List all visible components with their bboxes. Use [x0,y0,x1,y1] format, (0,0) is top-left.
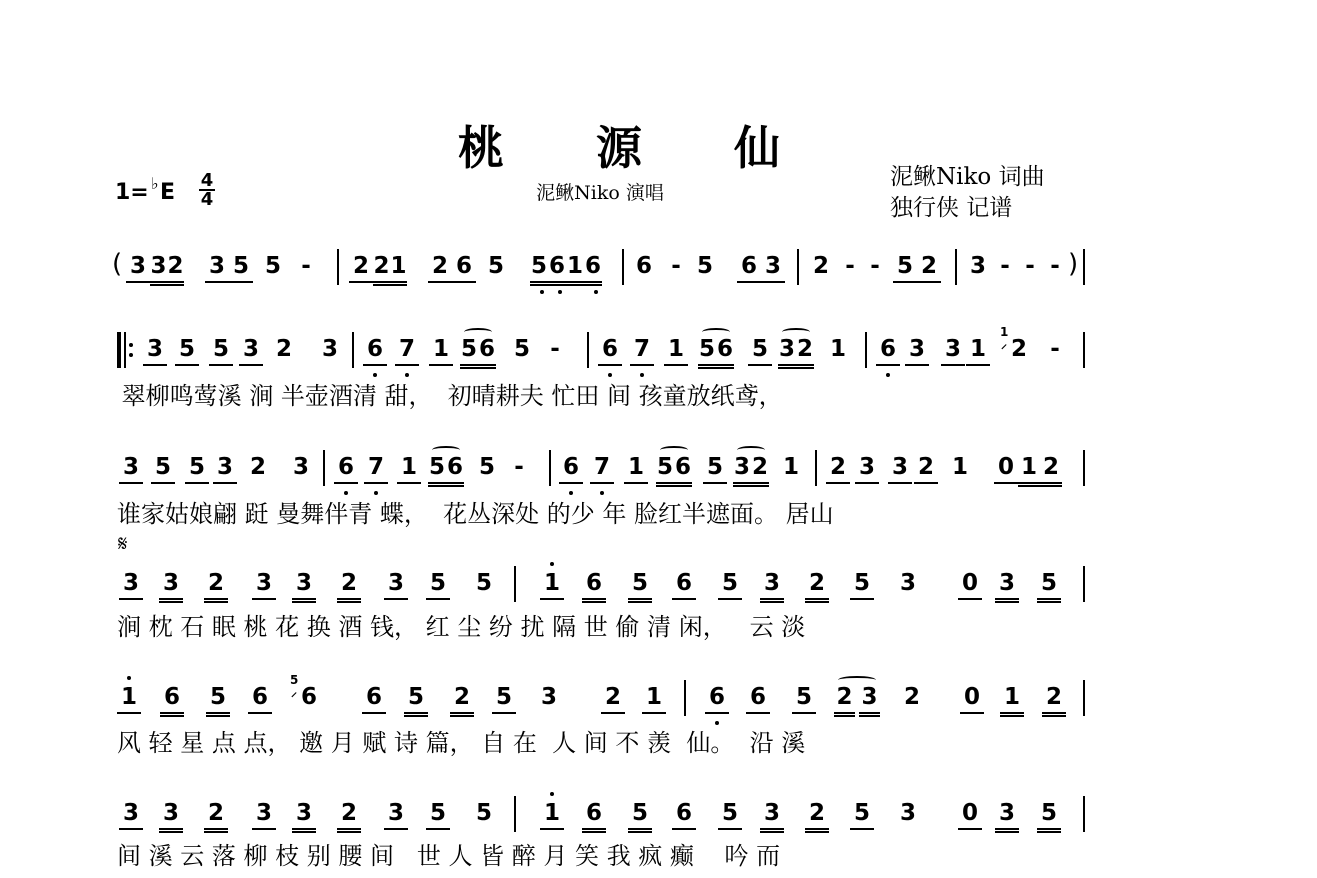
note: 2 [167,251,184,286]
barline [1083,566,1085,602]
note: - [514,454,524,480]
note: 5 [1037,798,1061,833]
note: 5 [206,682,230,717]
note: 6 [582,568,606,603]
note: 2 [204,568,228,603]
note: 2 [373,251,390,286]
note: - [870,253,880,279]
note: 5 [628,798,652,833]
note: 5 [718,568,742,600]
note: 6 [446,452,464,487]
note: 5 [151,452,175,484]
note: 2 [249,454,266,480]
slur [782,328,810,336]
note: 5 [850,798,874,830]
note: - [550,336,560,362]
note: 3 [126,251,150,283]
note: 3 [321,336,338,362]
note: - [845,253,855,279]
note: 5 [698,334,716,369]
close-paren: ) [1068,249,1079,279]
note: 6 [737,251,761,283]
note: 0 [958,568,982,600]
lyrics-line: 谁家姑娘翩 跹 曼舞伴青 蝶， 花丛深处 的少 年 脸红半遮面。 居山 [117,500,834,528]
barline [514,566,516,602]
note: 2 [812,253,829,279]
note: 2 [275,336,292,362]
note: 3 [540,684,557,710]
note: 3 [899,570,916,596]
note: 2 [1010,336,1027,362]
note: 5 [185,452,209,484]
note: 6 [334,452,358,484]
note: 6 [160,682,184,717]
note: 6 [363,334,387,366]
note: 6 [635,253,652,279]
slur [737,446,765,454]
lyrics-line: 风 轻 星 点 点， 邀 月 赋 诗 篇， 自 在 人 间 不 羡 仙。 沿 溪 [117,729,806,757]
note: 1 [397,452,421,484]
note: 3 [855,452,879,484]
barline [514,796,516,832]
note: - [671,253,681,279]
barline [1083,332,1085,368]
note: 6 [452,251,476,283]
flat-sign-icon: ♭ [151,174,159,193]
barline [587,332,589,368]
note: 2 [826,452,850,484]
note: 5 [229,251,253,283]
barline [1083,680,1085,716]
note: 3 [888,452,912,484]
barline [622,249,624,285]
note: 2 [903,684,920,710]
note: 3 [150,251,167,286]
lyrics-line: 翠柳鸣莺溪 涧 半壶酒清 甜， 初晴耕夫 忙田 间 孩童放纸鸢， [114,382,783,410]
slur [464,328,492,336]
note: 3 [761,251,785,283]
barline [684,680,686,716]
note: 5 [656,452,674,487]
note: 5 [628,568,652,603]
note: 5 [513,336,530,362]
note: - [301,253,311,279]
note: 6 [705,682,729,714]
note: 2 [805,798,829,833]
note: 5 [696,253,713,279]
note: 1 [664,334,688,366]
note: 6 [582,798,606,833]
barline [549,450,551,486]
barline [865,332,867,368]
note: 3 [760,568,784,603]
note: 1 [642,682,666,714]
note: 3 [119,798,143,830]
slur [432,446,460,454]
note: 3 [143,334,167,366]
barline [797,249,799,285]
note: 1 [540,568,564,600]
note: 5 [460,334,478,369]
note: 3 [899,800,916,826]
note: 7 [364,452,388,484]
barline [815,450,817,486]
note: 6 [672,568,696,600]
credits-block [890,162,1045,224]
note: 7 [395,334,419,366]
note: 7 [630,334,654,366]
note: 1 [390,251,407,286]
note: 5 [748,334,772,366]
note: 2 [914,452,938,484]
lyrics-line: 间 溪 云 落 柳 枝 别 腰 间 世 人 皆 醉 月 笑 我 疯 癫 吟 而 [117,842,781,870]
note: 6 [716,334,734,369]
note: 1 [117,682,141,714]
slur [702,328,730,336]
note: 5 [893,251,917,283]
barline [955,249,957,285]
note: 6 [584,251,602,286]
barline [1083,450,1085,486]
grace-slash-icon: ⸝ [291,685,298,699]
grace-slash-icon: ⸝ [1001,337,1008,351]
singer-credit: 泥鳅Niko 演唱 [536,182,664,204]
note: 3 [733,452,751,487]
note: 2 [337,798,361,833]
note: 3 [205,251,229,283]
note: 5 [426,798,450,830]
staff-row-prelude [0,251,1200,331]
time-top: 4 [200,170,214,191]
note: 3 [292,454,309,480]
note: 3 [252,568,276,600]
note: 3 [941,334,965,366]
note: 5 [428,452,446,487]
note: - [1025,253,1035,279]
note: 6 [300,684,317,710]
note: 3 [760,798,784,833]
slur [838,676,876,684]
note: 6 [876,334,900,366]
note: 5 [1037,568,1061,603]
note: 6 [559,452,583,484]
note: 7 [590,452,614,484]
note: 2 [204,798,228,833]
note: 6 [362,682,386,714]
transcriber-credit: 独行侠 记谱 [890,195,1013,221]
note: 2 [805,568,829,603]
note: 2 [834,682,855,717]
note: 1 [624,452,648,484]
note: 1 [429,334,453,366]
note: 3 [292,568,316,603]
note: 3 [995,798,1019,833]
slur [660,446,688,454]
note: 5 [426,568,450,600]
note: - [1050,253,1060,279]
note: 5 [718,798,742,830]
segno-sign-icon: 𝄋 [118,532,128,557]
note: 1 [782,454,799,480]
note: 3 [239,334,263,366]
note: 5 [492,682,516,714]
note: 1 [829,336,846,362]
open-paren: ( [112,249,123,279]
note: 2 [337,568,361,603]
barline [352,332,354,368]
key-prefix: 1= [115,180,149,205]
note: 2 [428,251,452,283]
time-bottom: 4 [200,189,214,210]
note: 5 [530,251,548,286]
barline [1083,249,1085,285]
note: 3 [213,452,237,484]
note: 3 [905,334,929,366]
note: 5 [487,253,504,279]
note: 1 [1000,682,1024,717]
note: 6 [672,798,696,830]
note: 1 [540,798,564,830]
key-letter: E [160,180,176,205]
lyrics-line: 涧 枕 石 眠 桃 花 换 酒 钱， 红 尘 纷 扰 隔 世 偷 清 闲， 云 淡 [117,613,806,641]
note: - [1000,253,1010,279]
note: 3 [292,798,316,833]
note: 6 [248,682,272,714]
note: 5 [475,570,492,596]
time-signature [199,172,215,208]
barline [323,450,325,486]
note: 3 [969,253,986,279]
note: 5 [703,452,727,484]
barline [1083,796,1085,832]
note: 6 [674,452,692,487]
note: 3 [119,568,143,600]
note: 5 [792,682,816,714]
note: 5 [209,334,233,366]
note: 3 [159,798,183,833]
note: - [1050,336,1060,362]
note: 2 [1042,682,1066,717]
barline [337,249,339,285]
note: 2 [1040,452,1062,487]
grace-note: 5 [290,673,299,687]
note: 2 [601,682,625,714]
note: 5 [175,334,199,366]
note: 1 [951,454,968,480]
note: 3 [995,568,1019,603]
note: 3 [384,568,408,600]
note: 2 [917,251,941,283]
note: 6 [548,251,566,286]
note: 3 [778,334,796,369]
note: 2 [450,682,474,717]
note: 5 [404,682,428,717]
note: 1 [566,251,584,286]
note: 6 [598,334,622,366]
note: 3 [159,568,183,603]
note: 3 [119,452,143,484]
note: 6 [478,334,496,369]
note: 5 [475,800,492,826]
note: 0 [994,452,1018,484]
note: 6 [746,682,770,714]
song-title: 桃 源 仙 [457,121,819,175]
note: 3 [252,798,276,830]
note: 5 [264,253,281,279]
note: 1 [1018,452,1040,487]
note: 0 [958,798,982,830]
note: 3 [384,798,408,830]
note: 2 [349,251,373,283]
grace-note: 1 [1000,325,1009,339]
note: 2 [751,452,769,487]
composer-credit: 泥鳅Niko 词曲 [890,164,1045,190]
note: 0 [960,682,984,714]
note: 2 [796,334,814,369]
note: 5 [850,568,874,600]
note: 3 [859,682,880,717]
note: 5 [478,454,495,480]
note: 1 [966,334,990,366]
